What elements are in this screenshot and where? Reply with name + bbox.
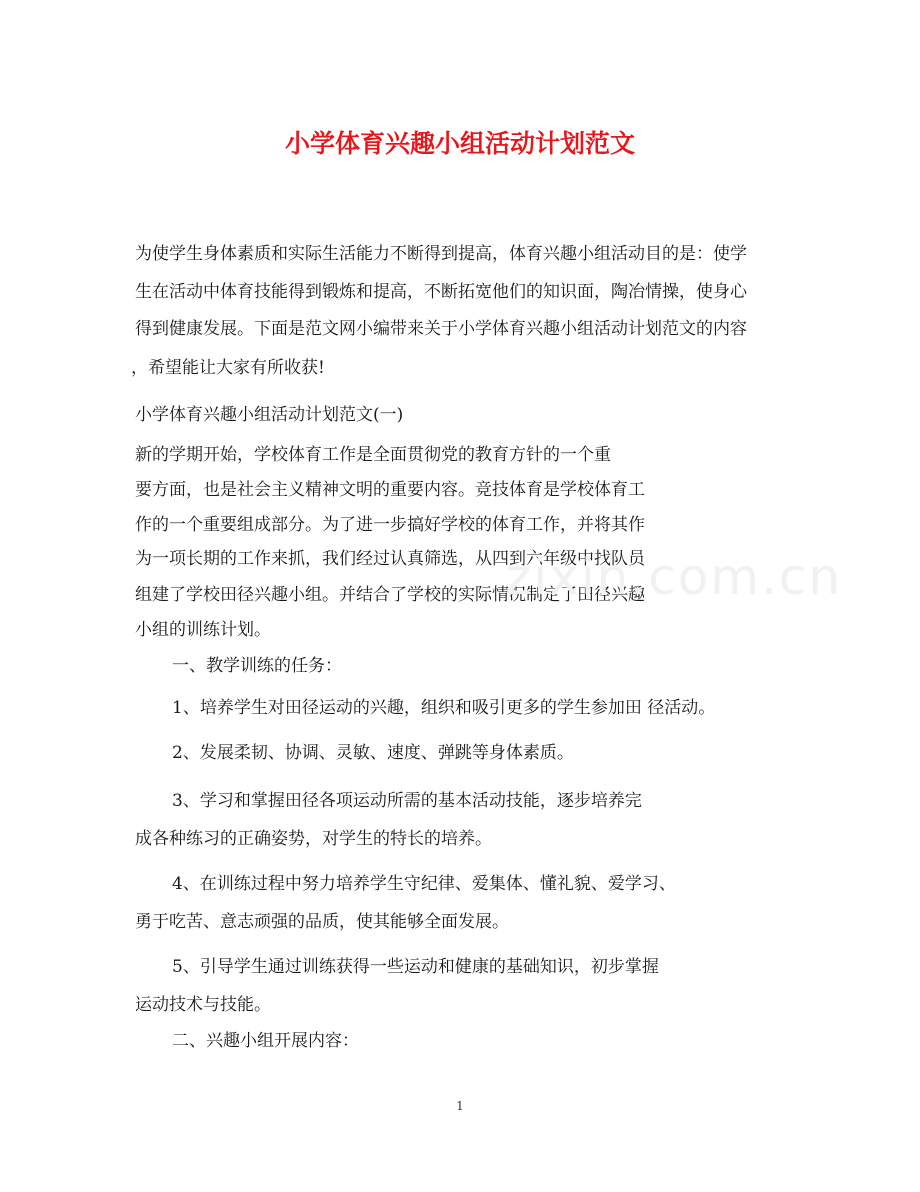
body-line: 新的学期开始，学校体育工作是全面贯彻党的教育方针的一个重 — [135, 445, 611, 465]
list-item-1: 1、培养学生对田径运动的兴趣，组织和吸引更多的学生参加田 径活动。 — [172, 698, 716, 718]
document-title: 小学体育兴趣小组活动计划范文 — [284, 129, 635, 158]
page-number: 1 — [456, 1099, 464, 1113]
intro-line: 为使学生身体素质和实际生活能力不断得到提高，体育兴趣小组活动目的是：使学 — [135, 244, 747, 264]
list-heading-1: 一、教学训练的任务： — [172, 656, 342, 676]
intro-line: 生在活动中体育技能得到锻炼和提高，不断拓宽他们的知识面，陶冶情操，使身心 — [135, 282, 747, 302]
body-line: 作的一个重要组成部分。为了进一步搞好学校的体育工作，并将其作 — [135, 515, 645, 535]
section-heading: 小学体育兴趣小组活动计划范文(一) — [135, 405, 404, 425]
list-item-3-continued: 成各种练习的正确姿势，对学生的特长的培养。 — [135, 829, 492, 849]
intro-line: ，希望能让大家有所收获! — [131, 358, 325, 378]
list-item-5: 5、引导学生通过训练获得一些运动和健康的基础知识，初步掌握 — [172, 957, 659, 977]
list-item-3: 3、学习和掌握田径各项运动所需的基本活动技能，逐步培养完 — [172, 791, 642, 811]
list-item-5-continued: 运动技术与技能。 — [135, 995, 271, 1015]
body-line: 为一项长期的工作来抓，我们经过认真筛选，从四到六年级中找队员 — [135, 549, 645, 569]
list-heading-2: 二、兴趣小组开展内容： — [172, 1031, 359, 1051]
list-item-2: 2、发展柔韧、协调、灵敏、速度、弹跳等身体素质。 — [172, 743, 574, 763]
intro-line: 得到健康发展。下面是范文网小编带来关于小学体育兴趣小组活动计划范文的内容 — [135, 319, 747, 339]
body-line: 组建了学校田径兴趣小组。并结合了学校的实际情况制定了田径兴趣 — [135, 585, 645, 605]
list-item-4: 4、在训练过程中努力培养学生守纪律、爱集体、懂礼貌、爱学习、 — [172, 874, 676, 894]
watermark: zixin.com.cn — [505, 548, 843, 606]
list-item-4-continued: 勇于吃苦、意志顽强的品质，使其能够全面发展。 — [135, 912, 509, 932]
body-line: 小组的训练计划。 — [135, 620, 271, 640]
body-line: 要方面，也是社会主义精神文明的重要内容。竞技体育是学校体育工 — [135, 480, 645, 500]
